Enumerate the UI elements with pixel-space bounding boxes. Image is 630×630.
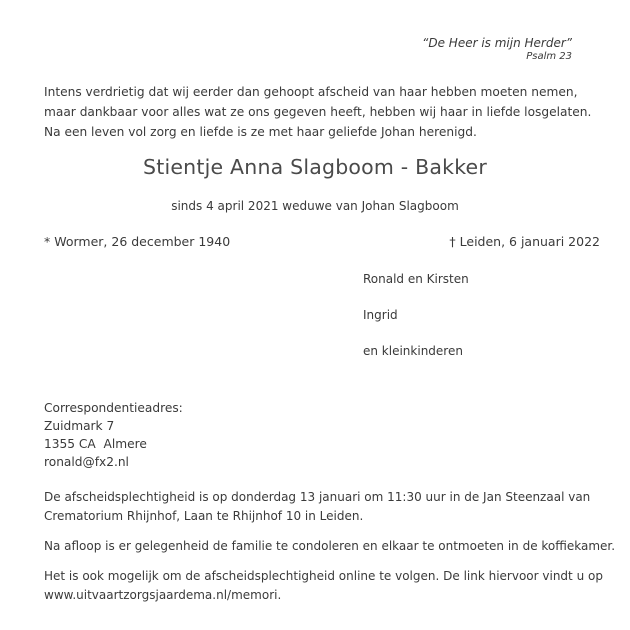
intro-text — [44, 82, 591, 142]
correspondence-address — [44, 399, 183, 471]
online-line: www.uitvaartzorgsjaardema.nl/memori. — [44, 588, 282, 602]
online-line: Het is ook mogelijk om de afscheidsplechtigheid online te volgen. De link hiervoor vindt u op — [44, 569, 603, 583]
relative-entry: Ingrid — [363, 308, 398, 322]
address-city: 1355 CA Almere — [44, 437, 147, 451]
address-email: ronald@fx2.nl — [44, 455, 129, 469]
widow-line: sinds 4 april 2021 weduwe van Johan Slagboom — [171, 199, 459, 213]
ceremony-line: Crematorium Rhijnhof, Laan te Rhijnhof 10 in Leiden. — [44, 509, 364, 523]
relative-entry: en kleinkinderen — [363, 344, 463, 358]
deceased-name: Stientje Anna Slagboom - Bakker — [143, 155, 487, 179]
ceremony-line: De afscheidsplechtigheid is op donderdag 13 januari om 11:30 uur in de Jan Steenzaal van — [44, 490, 591, 504]
bible-quote: “De Heer is mijn Herder” — [422, 36, 572, 50]
address-street: Zuidmark 7 — [44, 419, 115, 433]
quote-source: Psalm 23 — [526, 51, 572, 62]
online-paragraph — [44, 567, 603, 605]
birth-info: * Wormer, 26 december 1940 — [44, 234, 231, 249]
death-info: † Leiden, 6 januari 2022 — [449, 234, 600, 249]
ceremony-paragraph — [44, 488, 590, 526]
intro-line: Intens verdrietig dat wij eerder dan gehoopt afscheid van haar hebben moeten nemen, — [44, 85, 578, 99]
relatives-list — [363, 271, 469, 379]
intro-line: maar dankbaar voor alles wat ze ons gegeven heeft, hebben wij haar in liefde losgelaten. — [44, 105, 592, 119]
intro-line: Na een leven vol zorg en liefde is ze met haar geliefde Johan herenigd. — [44, 125, 477, 139]
address-label: Correspondentieadres: — [44, 401, 183, 415]
condolence-paragraph: Na afloop is er gelegenheid de familie te condoleren en elkaar te ontmoeten in de koffiekamer. — [44, 539, 616, 553]
relative-entry: Ronald en Kirsten — [363, 272, 469, 286]
